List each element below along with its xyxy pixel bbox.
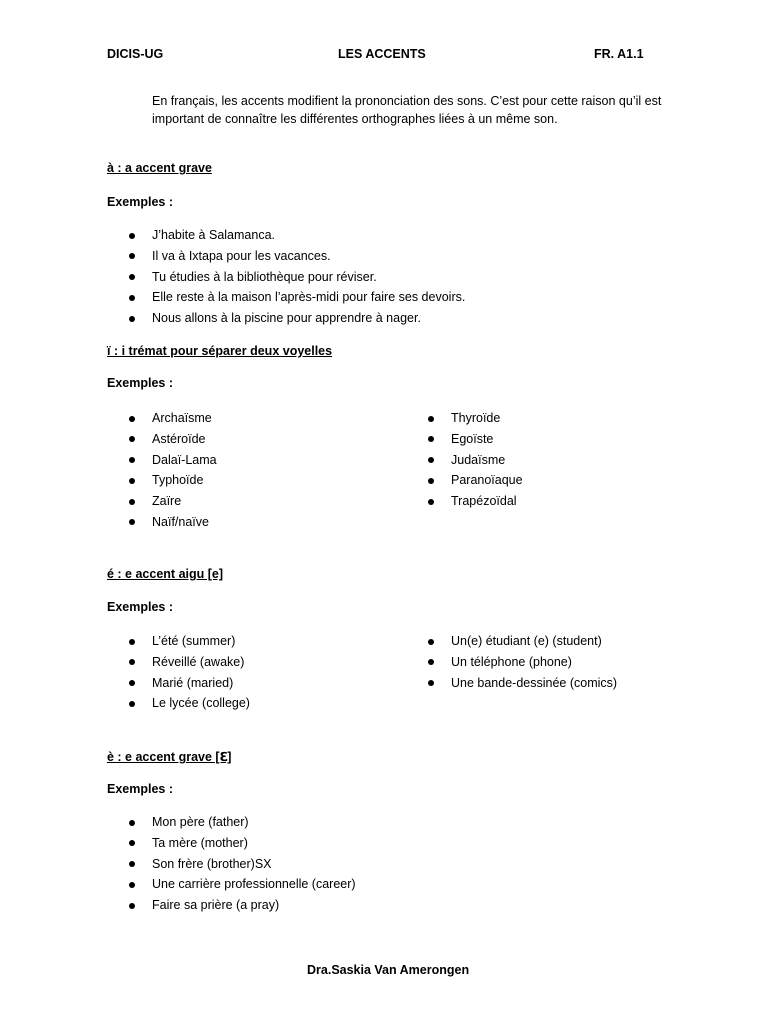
bullet-icon (129, 316, 135, 322)
list-item: Typhoïde (107, 470, 217, 491)
bullet-icon (129, 639, 135, 645)
bullet-icon (428, 478, 434, 484)
bullet-list-e-aigu-left (107, 631, 250, 714)
bullet-list-i-trema-left (107, 408, 217, 533)
list-item: Dalaï-Lama (107, 450, 217, 471)
list-item: J’habite à Salamanca. (107, 225, 465, 246)
bullet-icon (129, 701, 135, 707)
bullet-icon (129, 436, 135, 442)
section-title-a-grave: à : a accent grave (107, 161, 212, 175)
list-item: Tu étudies à la bibliothèque pour réviser. (107, 267, 465, 288)
header-title: LES ACCENTS (338, 47, 426, 61)
list-item: Paranoïaque (406, 470, 523, 491)
bullet-list-i-trema-right (406, 408, 523, 512)
list-item: Astéroïde (107, 429, 217, 450)
examples-label: Exemples : (107, 600, 174, 614)
bullet-icon (129, 680, 135, 686)
list-item: Archaïsme (107, 408, 217, 429)
list-item: Réveillé (awake) (107, 652, 250, 673)
list-item: Judaïsme (406, 450, 523, 471)
list-item: Thyroïde (406, 408, 523, 429)
header-right: FR. A1.1 (594, 47, 644, 61)
bullet-icon (129, 861, 135, 867)
bullet-icon (129, 882, 135, 888)
bullet-icon (428, 499, 434, 505)
bullet-icon (129, 659, 135, 665)
list-item: Son frère (brother)SX (107, 854, 356, 875)
bullet-list-e-grave (107, 812, 356, 916)
list-item: Naïf/naïve (107, 512, 217, 533)
list-item: Une bande-dessinée (comics) (406, 673, 617, 694)
bullet-icon (428, 639, 434, 645)
list-item: Elle reste à la maison l’après-midi pour faire ses devoirs. (107, 287, 465, 308)
list-item: Un téléphone (phone) (406, 652, 617, 673)
bullet-icon (129, 499, 135, 505)
list-item: Zaïre (107, 491, 217, 512)
bullet-icon (428, 659, 434, 665)
bullet-icon (428, 436, 434, 442)
list-item: Mon père (father) (107, 812, 356, 833)
intro-paragraph: En français, les accents modifient la prononciation des sons. C’est pour cette raison qu’il est important de connaître les différentes orthographes liées à un même son. (152, 94, 662, 126)
list-item: Ta mère (mother) (107, 833, 356, 854)
header-left: DICIS-UG (107, 47, 164, 61)
examples-label: Exemples : (107, 782, 174, 796)
examples-label: Exemples : (107, 376, 174, 390)
list-item: Une carrière professionnelle (career) (107, 874, 356, 895)
list-item: L’été (summer) (107, 631, 250, 652)
list-item: Faire sa prière (a pray) (107, 895, 356, 916)
bullet-icon (129, 903, 135, 909)
footer-author: Dra.Saskia Van Amerongen (307, 963, 470, 977)
bullet-icon (129, 840, 135, 846)
bullet-icon (129, 457, 135, 463)
list-item: Il va à Ixtapa pour les vacances. (107, 246, 465, 267)
bullet-icon (129, 295, 135, 301)
bullet-icon (129, 820, 135, 826)
bullet-icon (428, 416, 434, 422)
bullet-icon (129, 416, 135, 422)
examples-label: Exemples : (107, 195, 174, 209)
list-item: Le lycée (college) (107, 693, 250, 714)
list-item: Un(e) étudiant (e) (student) (406, 631, 617, 652)
bullet-list-a-grave (107, 225, 465, 329)
bullet-icon (428, 680, 434, 686)
bullet-icon (129, 253, 135, 259)
list-item: Egoïste (406, 429, 523, 450)
bullet-list-e-aigu-right (406, 631, 617, 693)
bullet-icon (129, 478, 135, 484)
bullet-icon (129, 519, 135, 525)
section-title-e-aigu: é : e accent aigu [e] (107, 567, 224, 581)
bullet-icon (129, 233, 135, 239)
section-title-i-trema: ï : i trémat pour séparer deux voyelles (107, 344, 333, 358)
list-item: Nous allons à la piscine pour apprendre à nager. (107, 308, 465, 329)
bullet-icon (129, 274, 135, 280)
list-item: Marié (maried) (107, 673, 250, 694)
list-item: Trapézoïdal (406, 491, 523, 512)
bullet-icon (428, 457, 434, 463)
section-title-e-grave: è : e accent grave [ℇ] (107, 750, 232, 764)
